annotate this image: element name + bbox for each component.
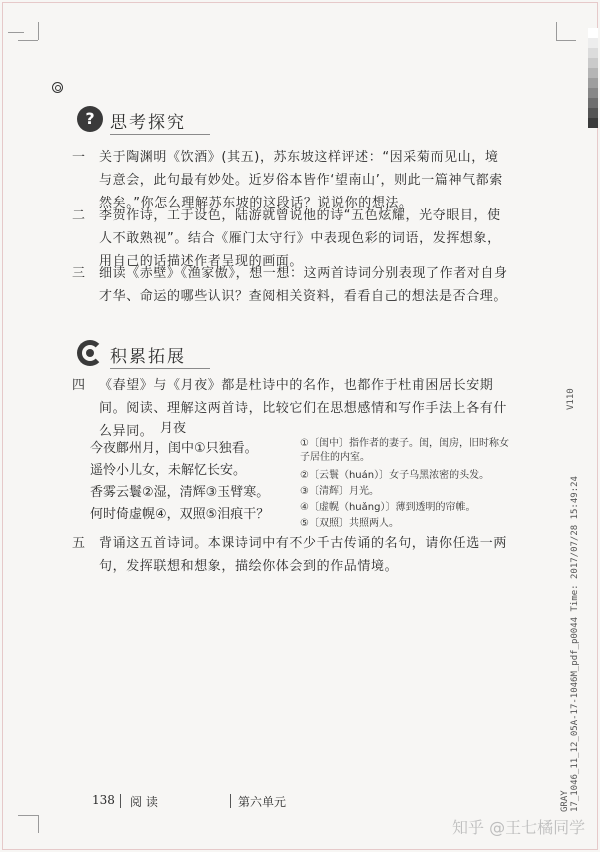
question-5 [72,532,512,578]
footnote: ③〔清辉〕月光。 [300,486,379,497]
question-number: 五 [72,536,86,551]
footnote: ②〔云鬟（huán）〕女子乌黑浓密的头发。 [300,470,490,481]
poem-line: 遥怜小儿女，未解忆长安。 [90,463,247,478]
question-number: 二 [72,208,86,223]
question-number: 三 [72,266,86,281]
section-title-accumulate: 积累拓展 [110,347,186,367]
footer-unit: 第六单元 [238,795,287,809]
question-mark-icon: ? [77,106,103,132]
section-title-think: 思考探究 [110,113,186,133]
footnote: ①〔闺中〕指作者的妻子。闺，闺房，旧时称女子居住的内室。 [300,438,509,463]
footnote: ⑤〔双照〕共照两人。 [300,518,399,529]
footer-section: 阅 读 [130,795,158,809]
print-info-label: 17_1046_11_12_05A-17-1046M_pdf_p0044 Time: 2017/07/28 15:49:24 [570,476,580,812]
question-number: 一 [72,150,86,165]
page-number: 138 [92,793,115,807]
crop-mark [38,815,39,833]
footer-separator [230,794,231,808]
gray-calibration-strip [588,28,598,128]
question-text: 关于陶渊明《饮酒》(其五)，苏东坡这样评述：“因采菊而见山，境与意会，此句最有妙处。近岁俗本皆作‘望南山’，则此一篇神气都索然矣。”你怎么理解苏东坡的这段话？说说你的想法。 [99,150,503,211]
question-text: 李贺作诗，工于设色，陆游就曾说他的诗“五色炫耀，光夺眼目，使人不敢熟视”。结合《雁门太守行》中表现色彩的词语，发挥想象，用自己的话描述作者呈现的画面。 [99,208,501,269]
question-text: 背诵这五首诗词。本课诗词中有不少千古传诵的名句，请你任选一两句，发挥联想和想象，描绘你体会到的作品情境。 [99,536,508,574]
crop-mark [556,40,576,41]
question-text: 细读《赤壁》《渔家傲》，想一想：这两首诗词分别表现了作者对自身才华、命运的哪些认识？查阅相关资料，看看自己的想法是否合理。 [99,266,508,304]
gray-tag: GRAY [560,790,570,812]
target-icon [77,340,103,366]
crop-mark [18,815,38,816]
poem-line: 今夜鄜州月，闺中①只独看。 [90,441,258,456]
watermark: 知乎 @王七橘同学 [452,818,586,837]
crop-mark [38,22,39,40]
question-text: 《春望》与《月夜》都是杜诗中的名作，也都作于杜甫困居长安期间。阅读、理解这两首诗，比较它们在思想感情和写作手法上各有什么异同。 [99,378,508,439]
poem-title: 月夜 [160,421,187,436]
footnote: ④〔虚幌（huǎng）〕薄到透明的帘帷。 [300,502,476,513]
footer-separator [120,794,121,808]
question-4 [72,374,512,443]
poem-line: 香雾云鬟②湿，清辉③玉臂寒。 [90,485,270,500]
crop-mark [18,40,38,41]
crop-mark [556,22,557,40]
question-3 [72,262,512,308]
section-divider [110,134,210,135]
crop-mark [8,32,24,33]
smiley-icon [52,82,63,93]
version-label: V110 [566,388,576,410]
section-divider [110,368,210,369]
poem-line: 何时倚虚幌④，双照⑤泪痕干？ [90,507,270,522]
question-number: 四 [72,378,86,393]
